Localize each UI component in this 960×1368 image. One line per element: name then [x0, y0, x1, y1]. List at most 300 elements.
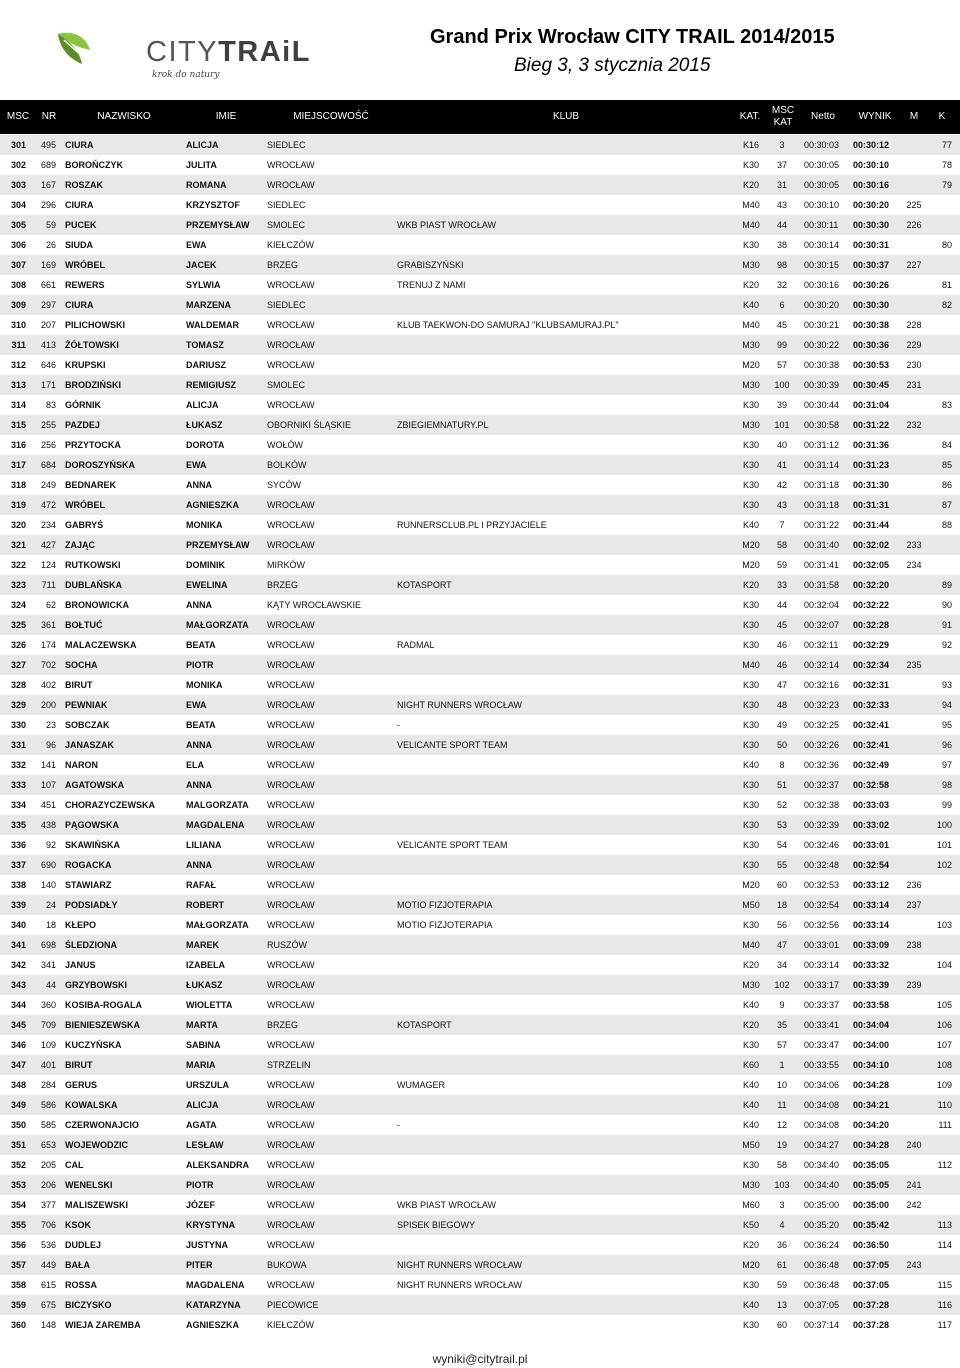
cell-imie: EWA — [186, 460, 207, 470]
cell-netto: 00:33:47 — [804, 1040, 840, 1050]
cell-nazwisko: REWERS — [65, 280, 105, 290]
table-row — [0, 715, 960, 735]
cell-wynik: 00:32:02 — [853, 540, 890, 550]
cell-msc-kat: 34 — [776, 960, 787, 970]
cell-wynik: 00:30:26 — [853, 280, 890, 290]
cell-nazwisko: PUCEK — [65, 220, 97, 230]
cell-imie: ŁUKASZ — [186, 420, 223, 430]
cell-miejscowosc: WROCŁAW — [267, 280, 315, 290]
cell-msc: 326 — [10, 640, 26, 650]
cell-kat: M20 — [742, 1260, 760, 1270]
cell-nazwisko: CZERWONAJCIO — [65, 1120, 139, 1130]
cell-nazwisko: BRONOWICKA — [65, 600, 129, 610]
cell-nr: 171 — [40, 380, 56, 390]
cell-netto: 00:36:24 — [804, 1240, 840, 1250]
cell-imie: ANNA — [186, 480, 212, 490]
table-row — [0, 755, 960, 775]
table-row — [0, 1095, 960, 1115]
cell-m: 231 — [906, 380, 922, 390]
col-header-kat: KAT. — [739, 111, 761, 122]
table-row — [0, 935, 960, 955]
cell-netto: 00:35:00 — [804, 1200, 840, 1210]
cell-kat: K30 — [742, 1320, 759, 1330]
cell-netto: 00:30:03 — [804, 140, 840, 150]
cell-msc-kat: 59 — [776, 1280, 787, 1290]
cell-netto: 00:37:05 — [804, 1300, 840, 1310]
table-row — [0, 475, 960, 495]
cell-nazwisko: KUCZYŃSKA — [65, 1040, 122, 1050]
cell-miejscowosc: WROCŁAW — [267, 400, 315, 410]
cell-klub: KLUB TAEKWON-DO SAMURAJ "KLUBSAMURAJ.PL" — [397, 320, 619, 330]
cell-imie: REMIGIUSZ — [186, 380, 237, 390]
cell-nazwisko: BAŁA — [65, 1260, 90, 1270]
cell-wynik: 00:31:36 — [853, 440, 890, 450]
cell-msc-kat: 38 — [776, 240, 787, 250]
cell-kat: K30 — [742, 240, 759, 250]
cell-nr: 586 — [40, 1100, 56, 1110]
cell-nr: 44 — [45, 980, 56, 990]
cell-msc-kat: 99 — [776, 340, 787, 350]
cell-wynik: 00:32:28 — [853, 620, 890, 630]
cell-nazwisko: GERUS — [65, 1080, 98, 1090]
cell-m: 243 — [906, 1260, 922, 1270]
cell-kat: K16 — [742, 140, 759, 150]
cell-imie: WIOLETTA — [186, 1000, 233, 1010]
cell-netto: 00:32:04 — [804, 600, 840, 610]
cell-wynik: 00:34:04 — [853, 1020, 890, 1030]
cell-msc-kat: 44 — [776, 220, 787, 230]
cell-nr: 675 — [40, 1300, 56, 1310]
cell-miejscowosc: SYCÓW — [267, 480, 302, 490]
cell-msc-kat: 57 — [776, 360, 787, 370]
table-row — [0, 855, 960, 875]
cell-imie: PIOTR — [186, 660, 214, 670]
cell-msc: 342 — [10, 960, 26, 970]
table-row — [0, 395, 960, 415]
cell-nr: 698 — [40, 940, 56, 950]
table-row — [0, 1295, 960, 1315]
cell-miejscowosc: WROCŁAW — [267, 660, 315, 670]
cell-wynik: 00:30:31 — [853, 240, 890, 250]
cell-wynik: 00:34:00 — [853, 1040, 890, 1050]
cell-nazwisko: PAZDEJ — [65, 420, 100, 430]
cell-msc: 352 — [10, 1160, 26, 1170]
cell-kat: K30 — [742, 440, 759, 450]
cell-msc: 320 — [10, 520, 26, 530]
cell-wynik: 00:32:49 — [853, 760, 890, 770]
table-row — [0, 455, 960, 475]
cell-nr: 702 — [40, 660, 56, 670]
cell-wynik: 00:32:58 — [853, 780, 890, 790]
cell-msc-kat: 3 — [779, 140, 785, 150]
cell-nazwisko: JANASZAK — [65, 740, 115, 750]
cell-netto: 00:30:05 — [804, 180, 840, 190]
cell-msc-kat: 100 — [774, 380, 790, 390]
cell-kat: M30 — [742, 420, 760, 430]
cell-nazwisko: PODSIADŁY — [65, 900, 118, 910]
cell-msc: 310 — [10, 320, 26, 330]
cell-msc-kat: 61 — [776, 1260, 787, 1270]
cell-nr: 141 — [40, 760, 56, 770]
cell-msc-kat: 42 — [776, 480, 787, 490]
cell-kat: K30 — [742, 600, 759, 610]
cell-netto: 00:37:14 — [804, 1320, 840, 1330]
logo-wordmark: CITYTRAiL — [146, 36, 311, 68]
table-row — [0, 1055, 960, 1075]
cell-msc-kat: 48 — [776, 700, 787, 710]
cell-nr: 96 — [45, 740, 56, 750]
cell-miejscowosc: RUSZÓW — [267, 940, 307, 950]
cell-klub: NIGHT RUNNERS WROCŁAW — [397, 1280, 523, 1290]
cell-miejscowosc: WROCŁAW — [267, 1040, 315, 1050]
cell-k: 113 — [937, 1220, 952, 1230]
cell-wynik: 00:32:05 — [853, 560, 890, 570]
cell-k: 102 — [936, 860, 952, 870]
cell-imie: ANNA — [186, 780, 212, 790]
cell-k: 87 — [941, 500, 952, 510]
cell-miejscowosc: WROCŁAW — [267, 1100, 315, 1110]
cell-nr: 360 — [40, 1000, 56, 1010]
cell-msc: 317 — [10, 460, 26, 470]
col-header-msc: MSC — [6, 111, 30, 122]
cell-nr: 62 — [45, 600, 56, 610]
cell-msc: 354 — [10, 1200, 26, 1210]
cell-miejscowosc: OBORNIKI ŚLĄSKIE — [267, 420, 352, 430]
table-row — [0, 1255, 960, 1275]
cell-miejscowosc: WROCŁAW — [267, 800, 315, 810]
cell-miejscowosc: WROCŁAW — [267, 780, 315, 790]
table-row — [0, 195, 960, 215]
logo-tagline: krok do natury — [152, 70, 220, 80]
cell-imie: KATARZYNA — [186, 1300, 241, 1310]
cell-nr: 234 — [40, 520, 56, 530]
cell-nazwisko: ŚLEDZIONA — [65, 940, 118, 950]
cell-netto: 00:30:15 — [804, 260, 840, 270]
cell-miejscowosc: SIEDLEC — [267, 140, 306, 150]
table-row — [0, 1275, 960, 1295]
cell-imie: MARTA — [186, 1020, 218, 1030]
cell-kat: M30 — [742, 980, 760, 990]
cell-miejscowosc: WROCŁAW — [267, 620, 315, 630]
col-header-klub: KLUB — [552, 111, 580, 122]
cell-nr: 24 — [45, 900, 56, 910]
cell-miejscowosc: WROCŁAW — [267, 1000, 315, 1010]
cell-wynik: 00:37:05 — [853, 1280, 890, 1290]
cell-wynik: 00:34:21 — [853, 1100, 890, 1110]
cell-msc: 308 — [10, 280, 26, 290]
cell-netto: 00:32:23 — [804, 700, 840, 710]
cell-k: 92 — [941, 640, 952, 650]
cell-netto: 00:31:22 — [804, 520, 840, 530]
table-row — [0, 355, 960, 375]
cell-nazwisko: SIUDA — [65, 240, 94, 250]
cell-nazwisko: WOJEWODZIC — [65, 1140, 128, 1150]
cell-imie: MALGORZATA — [186, 800, 249, 810]
cell-nr: 124 — [40, 560, 56, 570]
cell-imie: RAFAŁ — [186, 880, 216, 890]
cell-k: 103 — [936, 920, 952, 930]
cell-imie: PRZEMYSŁAW — [186, 220, 250, 230]
col-header-netto: Netto — [811, 111, 835, 122]
table-header — [0, 100, 960, 134]
cell-nr: 706 — [40, 1220, 56, 1230]
cell-k: 109 — [936, 1080, 952, 1090]
table-row — [0, 555, 960, 575]
cell-m: 242 — [906, 1200, 922, 1210]
cell-miejscowosc: WROCŁAW — [267, 1140, 315, 1150]
cell-imie: KRZYSZTOF — [186, 200, 240, 210]
table-row — [0, 1315, 960, 1335]
table-row — [0, 315, 960, 335]
cell-m: 237 — [906, 900, 922, 910]
cell-imie: DARIUSZ — [186, 360, 226, 370]
cell-k: 83 — [941, 400, 952, 410]
cell-klub: MOTIO FIZJOTERAPIA — [397, 900, 493, 910]
cell-msc: 318 — [10, 480, 26, 490]
cell-msc: 335 — [10, 820, 26, 830]
cell-msc-kat: 1 — [779, 1060, 785, 1070]
cell-msc-kat: 13 — [776, 1300, 787, 1310]
cell-kat: M50 — [742, 900, 760, 910]
cell-msc-kat: 101 — [774, 420, 790, 430]
table-row — [0, 1215, 960, 1235]
cell-kat: K30 — [742, 500, 759, 510]
cell-wynik: 00:35:05 — [853, 1180, 890, 1190]
cell-nr: 174 — [40, 640, 56, 650]
cell-k: 81 — [941, 280, 952, 290]
cell-klub: VELICANTE SPORT TEAM — [397, 840, 508, 850]
cell-miejscowosc: WROCŁAW — [267, 840, 315, 850]
cell-klub: RUNNERSCLUB.PL I PRZYJACIELE — [397, 520, 547, 530]
cell-msc: 358 — [10, 1280, 26, 1290]
cell-miejscowosc: WROCŁAW — [267, 740, 315, 750]
cell-wynik: 00:33:58 — [853, 1000, 890, 1010]
cell-nazwisko: BOŁTUĆ — [65, 620, 103, 630]
cell-netto: 00:30:10 — [804, 200, 840, 210]
cell-wynik: 00:30:45 — [853, 380, 890, 390]
cell-k: 104 — [936, 960, 952, 970]
cell-netto: 00:30:38 — [804, 360, 840, 370]
cell-nazwisko: ŻÓŁTOWSKI — [65, 340, 119, 350]
cell-netto: 00:30:58 — [804, 420, 840, 430]
cell-msc: 351 — [10, 1140, 26, 1150]
cell-nazwisko: RUTKOWSKI — [65, 560, 121, 570]
cell-imie: DOROTA — [186, 440, 225, 450]
cell-kat: K30 — [742, 400, 759, 410]
cell-m: 241 — [906, 1180, 922, 1190]
cell-wynik: 00:32:41 — [853, 720, 890, 730]
cell-netto: 00:30:21 — [804, 320, 840, 330]
table-row — [0, 1115, 960, 1135]
cell-msc-kat: 47 — [776, 680, 787, 690]
cell-netto: 00:30:16 — [804, 280, 840, 290]
cell-kat: K30 — [742, 640, 759, 650]
table-row — [0, 815, 960, 835]
cell-imie: EWA — [186, 240, 207, 250]
cell-imie: MAGDALENA — [186, 820, 245, 830]
cell-wynik: 00:33:02 — [853, 820, 890, 830]
cell-k: 93 — [941, 680, 952, 690]
table-row — [0, 375, 960, 395]
cell-msc-kat: 47 — [776, 940, 787, 950]
cell-miejscowosc: BOLKÓW — [267, 460, 307, 470]
cell-kat: K30 — [742, 820, 759, 830]
cell-netto: 00:31:12 — [804, 440, 840, 450]
cell-kat: K30 — [742, 720, 759, 730]
cell-imie: LESŁAW — [186, 1140, 224, 1150]
cell-msc-kat: 9 — [779, 1000, 785, 1010]
cell-k: 106 — [936, 1020, 952, 1030]
cell-nazwisko: ZAJĄC — [65, 540, 96, 550]
cell-miejscowosc: WROCŁAW — [267, 1240, 315, 1250]
cell-msc-kat: 53 — [776, 820, 787, 830]
cell-netto: 00:32:11 — [804, 640, 839, 650]
title-block — [430, 26, 950, 77]
cell-wynik: 00:35:00 — [853, 1200, 890, 1210]
cell-msc-kat: 56 — [776, 920, 787, 930]
table-row — [0, 955, 960, 975]
cell-nazwisko: ROGACKA — [65, 860, 112, 870]
cell-klub: NIGHT RUNNERS WROCŁAW — [397, 1260, 523, 1270]
cell-msc: 336 — [10, 840, 26, 850]
cell-nr: 472 — [40, 500, 56, 510]
cell-kat: M30 — [742, 260, 760, 270]
cell-nr: 377 — [40, 1200, 56, 1210]
cell-nazwisko: KSOK — [65, 1220, 92, 1230]
cell-netto: 00:30:39 — [804, 380, 840, 390]
cell-kat: K30 — [742, 680, 759, 690]
cell-msc-kat: 41 — [776, 460, 787, 470]
cell-k: 78 — [941, 160, 952, 170]
cell-k: 96 — [941, 740, 952, 750]
table-row — [0, 1075, 960, 1095]
cell-nazwisko: KOSIBA-ROGALA — [65, 1000, 142, 1010]
cell-nazwisko: CIURA — [65, 200, 94, 210]
cell-msc-kat: 45 — [776, 620, 787, 630]
cell-klub: KOTASPORT — [397, 1020, 452, 1030]
cell-nazwisko: PILICHOWSKI — [65, 320, 125, 330]
cell-wynik: 00:36:50 — [853, 1240, 890, 1250]
cell-msc-kat: 102 — [774, 980, 790, 990]
cell-wynik: 00:37:28 — [853, 1300, 890, 1310]
cell-msc: 304 — [10, 200, 26, 210]
cell-k: 77 — [941, 140, 952, 150]
cell-imie: JUSTYNA — [186, 1240, 229, 1250]
cell-msc-kat: 57 — [776, 1040, 787, 1050]
cell-miejscowosc: SMOLEC — [267, 220, 306, 230]
cell-wynik: 00:34:28 — [853, 1080, 890, 1090]
cell-nr: 495 — [40, 140, 56, 150]
cell-msc: 332 — [10, 760, 26, 770]
cell-netto: 00:33:01 — [804, 940, 840, 950]
cell-k: 115 — [937, 1280, 952, 1290]
cell-m: 228 — [906, 320, 922, 330]
cell-k: 98 — [941, 780, 952, 790]
cell-nazwisko: JANUS — [65, 960, 96, 970]
cell-nazwisko: GÓRNIK — [65, 400, 101, 410]
cell-kat: M20 — [742, 560, 760, 570]
cell-msc: 349 — [10, 1100, 26, 1110]
cell-nazwisko: STAWIARZ — [65, 880, 112, 890]
cell-klub: NIGHT RUNNERS WROCŁAW — [397, 700, 523, 710]
cell-imie: MAŁGORZATA — [186, 920, 249, 930]
cell-imie: MONIKA — [186, 520, 223, 530]
cell-msc-kat: 8 — [779, 760, 785, 770]
cell-netto: 00:32:25 — [804, 720, 840, 730]
cell-msc-kat: 51 — [776, 780, 787, 790]
cell-imie: ALICJA — [186, 400, 219, 410]
col-header-imie: IMIE — [215, 111, 237, 122]
cell-k: 94 — [941, 700, 952, 710]
cell-kat: K30 — [742, 160, 759, 170]
cell-netto: 00:30:11 — [804, 220, 839, 230]
cell-k: 95 — [941, 720, 952, 730]
cell-netto: 00:32:54 — [804, 900, 840, 910]
cell-kat: K20 — [742, 1020, 759, 1030]
cell-klub: VELICANTE SPORT TEAM — [397, 740, 508, 750]
cell-wynik: 00:30:30 — [853, 300, 890, 310]
cell-miejscowosc: WROCŁAW — [267, 1280, 315, 1290]
cell-imie: MARZENA — [186, 300, 231, 310]
cell-msc-kat: 44 — [776, 600, 787, 610]
table-row — [0, 575, 960, 595]
cell-nazwisko: GRZYBOWSKI — [65, 980, 127, 990]
cell-msc-kat: 35 — [776, 1020, 787, 1030]
cell-k: 82 — [941, 300, 952, 310]
cell-kat: M50 — [742, 1140, 760, 1150]
cell-imie: ALICJA — [186, 1100, 219, 1110]
cell-nr: 284 — [40, 1080, 56, 1090]
cell-kat: M30 — [742, 380, 760, 390]
cell-imie: PRZEMYSŁAW — [186, 540, 250, 550]
cell-msc: 357 — [10, 1260, 26, 1270]
table-row — [0, 1135, 960, 1155]
cell-netto: 00:33:14 — [804, 960, 840, 970]
cell-kat: K60 — [742, 1060, 759, 1070]
cell-netto: 00:32:07 — [804, 620, 840, 630]
cell-nr: 107 — [40, 780, 56, 790]
cell-kat: K20 — [742, 180, 759, 190]
cell-imie: MAŁGORZATA — [186, 620, 249, 630]
cell-nazwisko: CIURA — [65, 300, 94, 310]
cell-nazwisko: SOCHA — [65, 660, 98, 670]
cell-kat: K50 — [742, 1220, 759, 1230]
table-row — [0, 515, 960, 535]
table-row — [0, 495, 960, 515]
cell-msc-kat: 10 — [776, 1080, 787, 1090]
cell-nazwisko: BEDNAREK — [65, 480, 117, 490]
table-row — [0, 795, 960, 815]
cell-netto: 00:30:20 — [804, 300, 840, 310]
cell-netto: 00:32:48 — [804, 860, 840, 870]
cell-nazwisko: SOBCZAK — [65, 720, 110, 730]
cell-wynik: 00:33:39 — [853, 980, 890, 990]
cell-wynik: 00:33:14 — [853, 920, 890, 930]
table-row — [0, 135, 960, 155]
cell-kat: M40 — [742, 320, 760, 330]
cell-msc: 345 — [10, 1020, 26, 1030]
cell-kat: K30 — [742, 480, 759, 490]
cell-kat: K40 — [742, 760, 759, 770]
cell-nr: 615 — [40, 1280, 56, 1290]
cell-msc-kat: 12 — [776, 1120, 787, 1130]
cell-msc-kat: 59 — [776, 560, 787, 570]
footer-email: wyniki@citytrail.pl — [432, 1352, 528, 1366]
cell-msc-kat: 45 — [776, 320, 787, 330]
cell-netto: 00:34:27 — [804, 1140, 840, 1150]
table-row — [0, 695, 960, 715]
cell-kat: K40 — [742, 1100, 759, 1110]
